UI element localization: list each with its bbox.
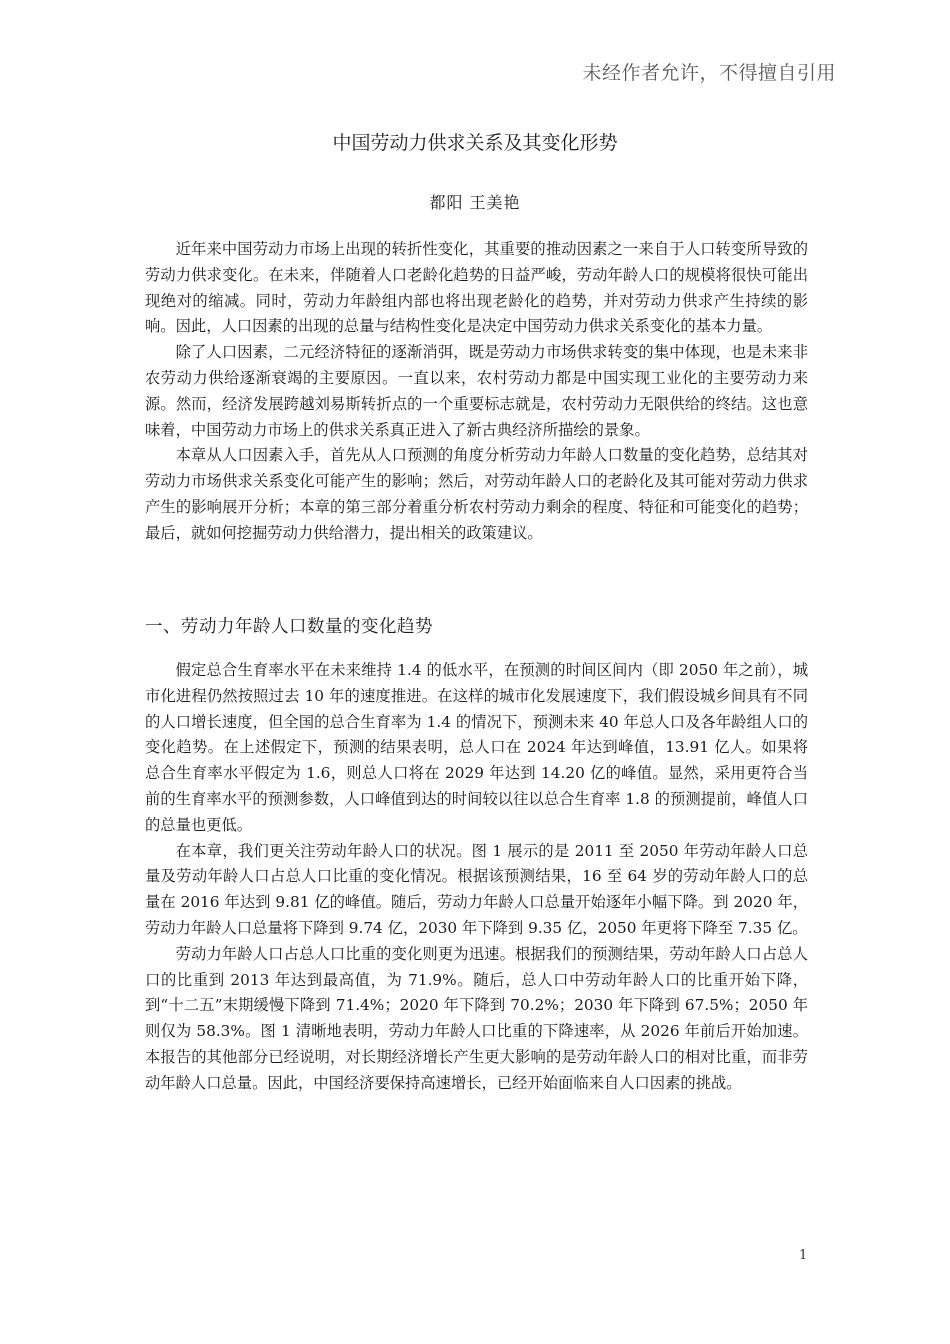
paragraph: 近年来中国劳动力市场上出现的转折性变化，其重要的推动因素之一来自于人口转变所导致的劳动力供求变化。在未来，伴随着人口老龄化趋势的日益严峻，劳动年龄人口的规模将很快可能出现绝对的缩减。同时，劳动力年龄组内部也将出现老龄化的趋势，并对劳动力供求产生持续的影响。因此，人口因素的出现的总量与结构性变化是决定中国劳动力供求关系变化的基本力量。 [145,240,808,336]
authors: 都阳 王美艳 [429,193,521,212]
page-title: 中国劳动力供求关系及其变化形势 [332,132,618,154]
section-1-body [145,658,808,1097]
paragraph: 劳动力年龄人口占总人口比重的变化则更为迅速。根据我们的预测结果，劳动年龄人口占总人口的比重到 2013 年达到最高值，为 71.9%。随后，总人口中劳动年龄人口的比重开始下降，到“十二五”末期缓慢下降到 71.4%；2020 年下降到 70.2%；2030 年下降到 67.5%；2050 年则仅为 58.3%。图 1 清晰地表明，劳动力年龄人口比重的下降速率，从 2026 年前后开始加速。本报告的其他部分已经说明，对长期经济增长产生更大影响的是劳动年龄人口的相对比重，而非劳动年龄人口总量。因此，中国经济要保持高速增长，已经开始面临来自人口因素的挑战。 [145,944,808,1092]
intro-section [145,237,808,547]
page-number: 1 [799,1248,808,1263]
section-heading: 一、劳动力年龄人口数量的变化趋势 [145,617,433,637]
paragraph: 假定总合生育率水平在未来维持 1.4 的低水平，在预测的时间区间内（即 2050 年之前），城市化进程仍然按照过去 10 年的速度推进。在这样的城市化发展速度下，我们假设城乡间具有不同的人口增长速度，但全国的总合生育率为 1.4 的情况下，预测未来 40 年总人口及各年龄组人口的变化趋势。在上述假定下，预测的结果表明，总人口在 2024 年达到峰值，13.91 亿人。如果将总合生育率水平假定为 1.6，则总人口将在 2029 年达到 14.20 亿的峰值。显然，采用更符合当前的生育率水平的预测参数，人口峰值到达的时间较以往以总合生育率 1.8 的预测提前，峰值人口的总量也更低。 [145,661,808,834]
paragraph: 在本章，我们更关注劳动年龄人口的状况。图 1 展示的是 2011 至 2050 年劳动年龄人口总量及劳动年龄人口占总人口比重的变化情况。根据该预测结果，16 至 64 岁的劳动年龄人口的总量在 2016 年达到 9.81 亿的峰值。随后，劳动力年龄人口总量开始逐年小幅下降。到 2020 年，劳动力年龄人口总量将下降到 9.74 亿，2030 年下降到 9.35 亿，2050 年更将下降至 7.35 亿。 [145,841,808,937]
paragraph: 除了人口因素，二元经济特征的逐渐消弭，既是劳动力市场供求转变的集中体现，也是未来非农劳动力供给逐渐衰竭的主要原因。一直以来，农村劳动力都是中国实现工业化的主要劳动力来源。然而，经济发展跨越刘易斯转折点的一个重要标志就是，农村劳动力无限供给的终结。这也意味着，中国劳动力市场上的供求关系真正进入了新古典经济所描绘的景象。 [145,343,808,439]
paragraph: 本章从人口因素入手，首先从人口预测的角度分析劳动力年龄人口数量的变化趋势，总结其对劳动力市场供求关系变化可能产生的影响；然后，对劳动年龄人口的老龄化及其可能对劳动力供求产生的影响展开分析；本章的第三部分着重分析农村劳动力剩余的程度、特征和可能变化的趋势；最后，就如何挖掘劳动力供给潜力，提出相关的政策建议。 [145,446,808,542]
copyright-notice: 未经作者允许，不得擅自引用 [582,62,836,84]
